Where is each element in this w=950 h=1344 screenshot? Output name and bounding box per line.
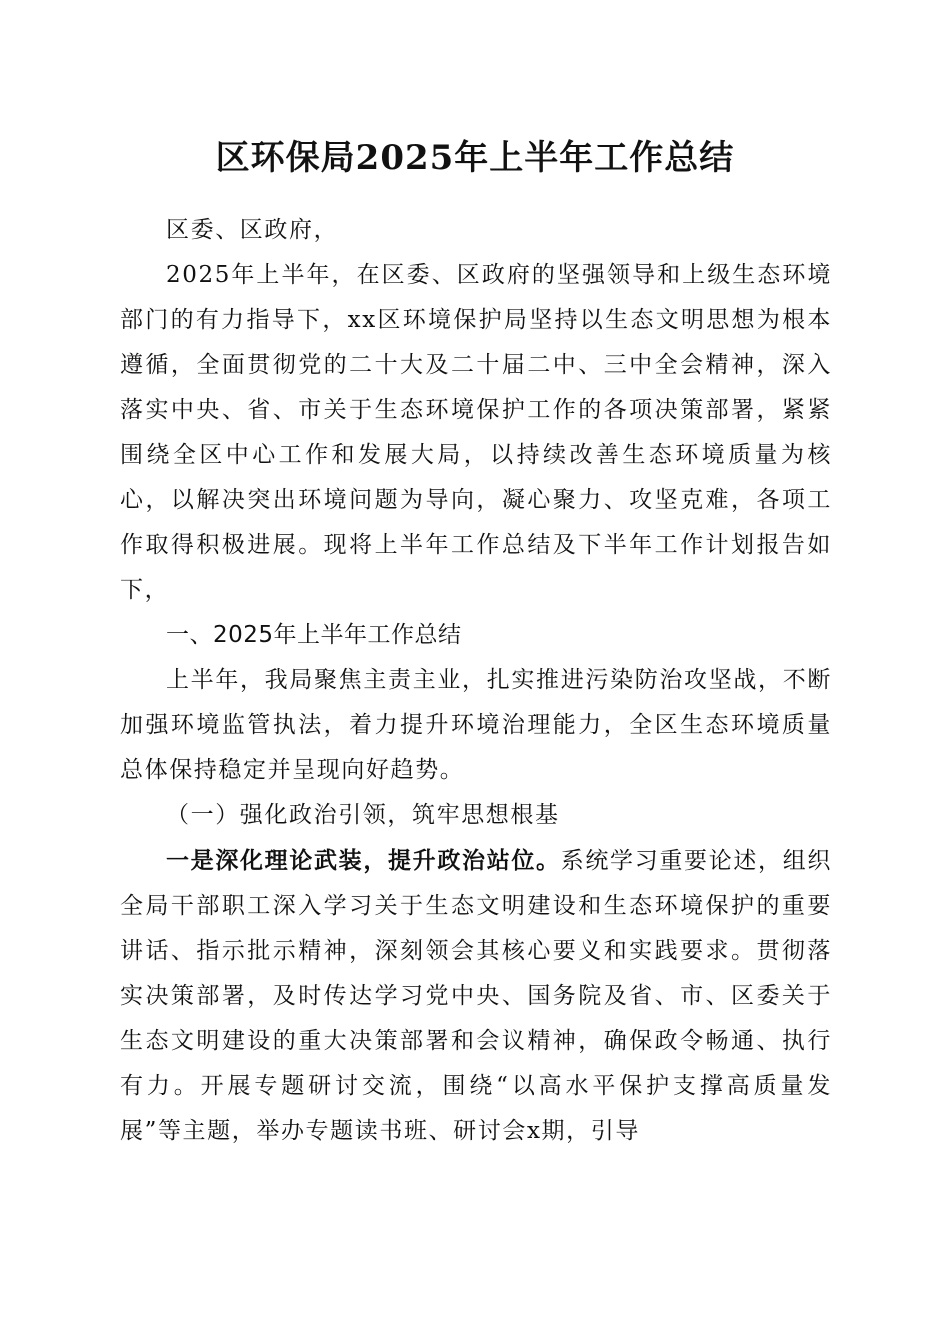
salutation: 区委、区政府， <box>166 217 339 243</box>
item-paragraph <box>120 838 832 1154</box>
document-title: 区环保局2025年上半年工作总结 <box>215 138 735 178</box>
intro-paragraph: 2025年上半年，在区委、区政府的坚强领导和上级生态环境部门的有力指导下，xx区环境保护局坚持以生态文明思想为根本遵循，全面贯彻党的二十大及二十届二中、三中全会精神，深入落实中央、省、市关于生态环境保护工作的各项决策部署，紧紧围绕全区中心工作和发展大局，以持续改善生态环境质量为核心，以解决突出环境问题为导向，凝心聚力、攻坚克难，各项工作取得积极进展。现将上半年工作总结及下半年工作计划报告如下， <box>120 262 832 603</box>
section-intro-paragraph: 上半年，我局聚焦主责主业，扎实推进污染防治攻坚战，不断加强环境监管执法，着力提升环境治理能力，全区生态环境质量总体保持稳定并呈现向好趋势。 <box>120 667 832 783</box>
section-heading: 一、2025年上半年工作总结 <box>166 622 462 648</box>
subsection-heading: （一）强化政治引领，筑牢思想根基 <box>166 802 560 828</box>
item-lead: 一是深化理论武装，提升政治站位。 <box>166 847 561 874</box>
item-text: 系统学习重要论述，组织全局干部职工深入学习关于生态文明建设和生态环境保护的重要讲话、指示批示精神，深刻领会其核心要义和实践要求。贯彻落实决策部署，及时传达学习党中央、国务院及省、市、区委关于生态文明建设的重大决策部署和会议精神，确保政令畅通、执行有力。开展专题研讨交流，围绕“以高水平保护支撑高质量发展”等主题，举办专题读书班、研讨会x期，引导 <box>120 848 832 1144</box>
document-body <box>120 208 832 1154</box>
